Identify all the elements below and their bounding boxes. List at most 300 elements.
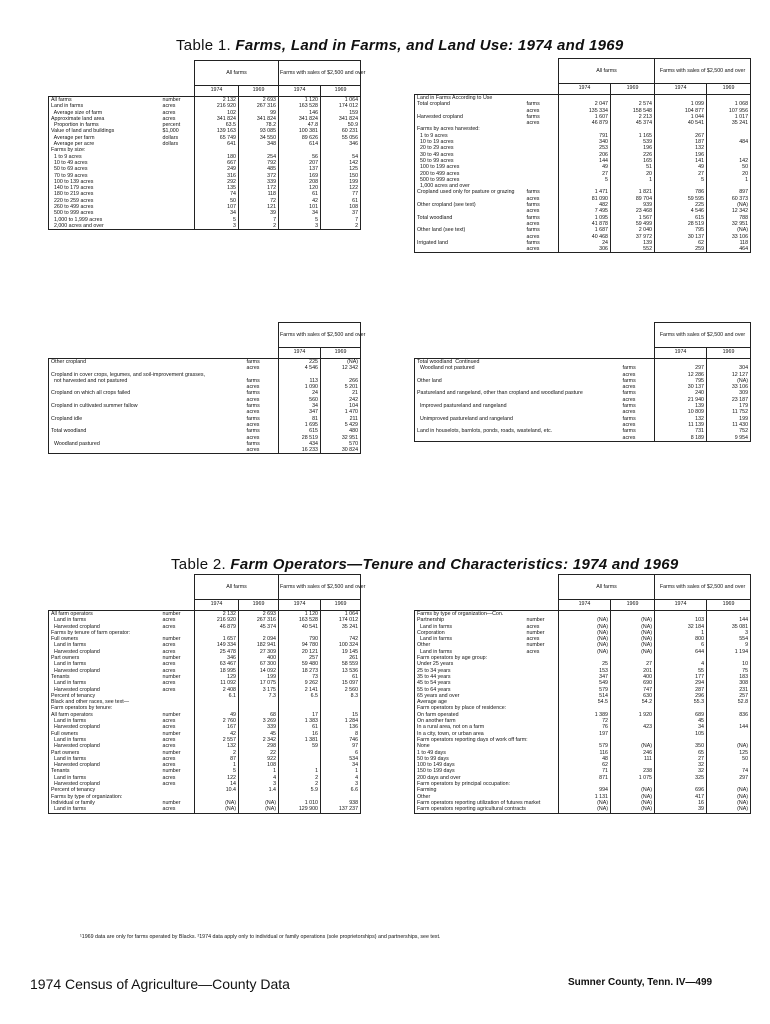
row-label: Black and other races, see text— [51, 699, 130, 706]
row-unit: number [162, 636, 181, 643]
table-cell: 211 [321, 416, 361, 422]
row-label: Farm operators by tenure: [51, 705, 113, 712]
row-label: Land in farms [51, 680, 87, 687]
table-cell: 2 693 [239, 611, 279, 618]
row-label: Land in farms [51, 718, 87, 725]
table-cell: 1 920 [611, 712, 655, 718]
row-unit: farms [246, 440, 260, 447]
row-unit: acres [246, 447, 260, 454]
row-label: Average size of farm [51, 109, 103, 116]
table-cell: 2 [279, 775, 321, 781]
row-unit: acres [162, 743, 176, 750]
table-cell: 790 [279, 636, 321, 642]
table-cell: (NA) [559, 642, 611, 648]
table-cell: 579 [559, 687, 611, 693]
row-unit: farms [246, 390, 260, 397]
table-cell: 2 557 [195, 737, 239, 743]
row-label: Land in houselots, barnlots, ponds, roads, wasteland, etc. [417, 428, 553, 435]
row-label: 200 to 499 acres [417, 170, 460, 177]
row-label: On farm operated [417, 711, 459, 718]
table-cell: 32 [655, 762, 707, 768]
table-cell: (NA) [611, 794, 655, 800]
table-row [49, 97, 361, 104]
table-cell: 287 [655, 687, 707, 693]
row-unit: farms [526, 113, 540, 120]
table-cell: 12 286 [655, 372, 707, 378]
table-cell: 1 095 [559, 215, 611, 221]
year-1974-header: 1974 [655, 600, 707, 611]
row-unit: percent [162, 122, 181, 129]
table-cell: 434 [279, 441, 321, 447]
table-cell: (NA) [707, 743, 751, 749]
table-cell: 11 752 [707, 409, 751, 415]
table-cell: 480 [321, 428, 361, 434]
table-cell: 35 241 [321, 624, 361, 630]
table-cell: 7.3 [239, 693, 279, 699]
table-cell: 47.8 [279, 122, 321, 128]
row-unit: farms [246, 403, 260, 410]
table-cell: 122 [321, 185, 361, 191]
table-cell: 570 [321, 441, 361, 447]
table-cell: 144 [707, 617, 751, 623]
table-cell: 87 [195, 756, 239, 762]
row-label: Percent of tenancy [51, 692, 96, 699]
table-cell: 348 [239, 141, 279, 147]
table-cell: 254 [239, 154, 279, 160]
table-cell: 41 878 [559, 221, 611, 227]
table-cell: 7 [239, 217, 279, 223]
table1-right [414, 58, 751, 253]
table-cell: 24 [279, 390, 321, 396]
row-label: Other land [417, 377, 442, 384]
row-unit: farms [246, 428, 260, 435]
table-cell: 15 [321, 712, 361, 718]
year-1969-header: 1969 [611, 84, 655, 95]
sales-header: Farms with sales of $2,500 and over [279, 61, 361, 86]
row-label: Total woodland Continued [417, 359, 480, 365]
table-cell: 641 [195, 141, 239, 147]
table-cell: 60 231 [321, 128, 361, 134]
table-cell: 45 374 [239, 624, 279, 630]
row-unit: acres [162, 109, 176, 116]
table-cell: 1 068 [707, 101, 751, 107]
row-label: 260 to 499 acres [51, 204, 94, 211]
table-cell: 68 [239, 712, 279, 718]
table-cell: 12 342 [707, 208, 751, 214]
table-cell: 897 [707, 189, 751, 195]
table-cell: 1 821 [611, 189, 655, 195]
table-cell: (NA) [321, 359, 361, 366]
table-cell: 267 [655, 133, 707, 139]
row-label: Proportion in farms [51, 122, 99, 129]
table-cell: 5 201 [321, 384, 361, 390]
table-cell: 34 [655, 724, 707, 730]
table-cell: 179 [707, 403, 751, 409]
table-cell: 400 [239, 655, 279, 661]
table-row [49, 806, 361, 813]
table-cell: (NA) [707, 800, 751, 806]
table-row [415, 390, 751, 396]
row-unit [525, 611, 559, 618]
table-cell: 226 [611, 152, 655, 158]
table-cell: 55.3 [655, 699, 707, 705]
table-cell: 196 [655, 152, 707, 158]
table-cell: 1 131 [559, 794, 611, 800]
row-unit: number [162, 768, 181, 775]
table-cell: 30 137 [655, 234, 707, 240]
table-cell: 48 [559, 756, 611, 762]
row-label: Tenants [51, 673, 70, 680]
table-cell [707, 95, 751, 102]
table-cell: 1 284 [321, 718, 361, 724]
table-cell: 6.6 [321, 787, 361, 793]
table-cell [611, 611, 655, 618]
row-label: Land in farms [51, 661, 87, 668]
year-1969-header: 1969 [321, 86, 361, 97]
table-cell: 10 [707, 661, 751, 667]
table-row [415, 435, 751, 442]
table-cell: 135 334 [559, 108, 611, 114]
table-cell: 180 [195, 154, 239, 160]
table-cell: 296 [655, 693, 707, 699]
table-cell: 183 [707, 674, 751, 680]
table-cell: 1 165 [611, 133, 655, 139]
row-unit: acres [162, 724, 176, 731]
row-label: Tenants [51, 768, 70, 775]
row-label: 65 years and over [417, 692, 460, 699]
row-label: Average per acre [51, 141, 95, 148]
table-cell: 257 [279, 655, 321, 661]
table-cell: 77 [321, 191, 361, 197]
table-cell: 89 704 [611, 196, 655, 202]
row-unit: acres [162, 617, 176, 624]
table-cell: 208 [279, 179, 321, 185]
row-label: Harvested cropland [51, 743, 100, 750]
row-unit: acres [162, 718, 176, 725]
table-cell: 2 [321, 223, 361, 230]
row-unit: number [162, 97, 181, 103]
table-cell: 259 [655, 246, 707, 253]
row-unit: $1,000 [162, 128, 179, 135]
table-cell: 1 567 [611, 215, 655, 221]
table-cell: 72 [559, 718, 611, 724]
table-cell: 120 [279, 185, 321, 191]
table-cell: 58 559 [321, 661, 361, 667]
row-unit: acres [526, 246, 540, 253]
table-cell: 341 824 [321, 116, 361, 122]
table-cell: 67 300 [239, 661, 279, 667]
table-cell: 199 [707, 416, 751, 422]
table-cell: (NA) [707, 378, 751, 384]
row-label: Farms by acres harvested: [417, 126, 480, 133]
row-unit: acres [526, 636, 540, 643]
table-cell: 1 657 [195, 636, 239, 642]
table-cell: 298 [239, 743, 279, 749]
table-cell: 423 [611, 724, 655, 730]
table-cell: 3 [279, 223, 321, 230]
table-row [49, 359, 361, 366]
row-label: All farms [51, 97, 72, 103]
table-cell: 308 [707, 680, 751, 686]
row-unit: acres [526, 195, 540, 202]
row-label: 1,000 acres and over [417, 183, 470, 190]
all-farms-header: All farms [559, 575, 655, 600]
table-cell: 146 [279, 110, 321, 116]
table-cell: 144 [559, 158, 611, 164]
table-cell: 49 [559, 164, 611, 170]
table-cell: 3 269 [239, 718, 279, 724]
row-label: Farms by size: [51, 147, 86, 154]
table-cell: 137 237 [321, 806, 361, 813]
row-label: 35 to 44 years [417, 673, 451, 680]
row-unit: acres [162, 661, 176, 668]
table-cell: 267 316 [239, 617, 279, 623]
row-unit: acres [622, 371, 636, 378]
row-unit: acres [246, 409, 260, 416]
table-cell: (NA) [559, 630, 611, 636]
table-cell: (NA) [559, 636, 611, 642]
table-cell: 101 [279, 204, 321, 210]
row-label: 50 to 99 acres [417, 157, 454, 164]
table-cell: 246 [611, 750, 655, 756]
table-cell: 11 092 [195, 680, 239, 686]
table-cell: 1 381 [279, 737, 321, 743]
row-label: Land in Farms According to Use [417, 95, 493, 101]
table-cell [707, 611, 751, 618]
sales-header: Farms with sales of $2,500 and over [655, 575, 751, 600]
table-cell: 485 [239, 166, 279, 172]
table-cell: (NA) [611, 630, 655, 636]
table-cell: (NA) [611, 617, 655, 623]
table-cell: 1 099 [655, 101, 707, 107]
sales-header: Farms with sales of $2,500 and over [279, 323, 361, 348]
row-label: 150 to 199 days [417, 768, 455, 775]
year-1969-header: 1969 [707, 600, 751, 611]
table-cell: 40 468 [559, 234, 611, 240]
page-location: Sumner County, Tenn. IV—499 [568, 977, 713, 988]
table-cell: 42 [279, 198, 321, 204]
table-cell: 752 [707, 428, 751, 434]
row-label: Unimproved pastureland and rangeland [417, 415, 513, 422]
table-cell: 644 [655, 649, 707, 655]
table-cell [655, 611, 707, 618]
table-cell: 27 [655, 171, 707, 177]
table-cell: 150 [321, 173, 361, 179]
table-cell [611, 95, 655, 102]
table-cell: 294 [655, 680, 707, 686]
table-cell: 2 141 [279, 687, 321, 693]
row-label: Cropland idle [51, 415, 83, 422]
row-label: 20 to 29 acres [417, 145, 454, 152]
table-cell: 579 [559, 743, 611, 749]
table-cell: 1 075 [611, 775, 655, 781]
table-cell: 11 139 [655, 422, 707, 428]
row-label: Cropland on which all crops failed [51, 390, 131, 397]
row-label: Land in farms [417, 623, 453, 630]
row-unit: farms [622, 428, 636, 435]
row-label: Individual or family [51, 799, 95, 806]
row-label: All farm operators [51, 611, 93, 617]
table-cell: (NA) [559, 617, 611, 623]
row-unit: acres [162, 774, 176, 781]
row-label: In a city, town, or urban area [417, 730, 484, 737]
row-unit: acres [162, 103, 176, 110]
table-cell: 65 [655, 750, 707, 756]
row-label [415, 435, 621, 442]
row-unit: acres [162, 667, 176, 674]
table-cell: 62 [559, 762, 611, 768]
table-cell: (NA) [611, 624, 655, 630]
table-cell: 742 [321, 636, 361, 642]
table-cell: 108 [239, 762, 279, 768]
table2-left [48, 574, 366, 814]
table-cell: 54.5 [559, 699, 611, 705]
table-cell: 2 040 [611, 227, 655, 233]
row-unit: farms [526, 227, 540, 234]
table-cell: 1 010 [279, 800, 321, 806]
table-cell: 297 [707, 775, 751, 781]
row-unit: farms [622, 403, 636, 410]
table-cell: 261 [321, 655, 361, 661]
table-cell: 62 [655, 240, 707, 246]
table-cell: 340 [559, 139, 611, 145]
table-cell: 46 879 [195, 624, 239, 630]
table-cell: 871 [559, 775, 611, 781]
row-label: Harvested cropland [51, 686, 100, 693]
table-row [49, 611, 361, 618]
table-cell: 2 [195, 750, 239, 756]
table-cell: 2 [279, 781, 321, 787]
row-unit: acres [526, 648, 540, 655]
table-cell: 257 [707, 693, 751, 699]
table-cell: 6.1 [195, 693, 239, 699]
table2-right [414, 574, 751, 814]
table-cell: 104 877 [655, 108, 707, 114]
table-cell: 14 [195, 781, 239, 787]
table-row [415, 611, 751, 618]
table-cell: 225 [279, 359, 321, 366]
year-1969-header: 1969 [239, 600, 279, 611]
row-label [49, 447, 245, 454]
row-unit [161, 223, 195, 230]
row-unit: number [162, 730, 181, 737]
table-cell: (NA) [195, 806, 239, 813]
table-cell: 795 [655, 378, 707, 384]
table-cell: 2 760 [195, 718, 239, 724]
table-cell: 55 056 [321, 135, 361, 141]
table-cell: 3 [707, 630, 751, 636]
table-cell: 61 [279, 191, 321, 197]
table-cell: 417 [655, 794, 707, 800]
table-cell: 5 429 [321, 422, 361, 428]
row-unit: acres [246, 421, 260, 428]
year-1969-header: 1969 [707, 348, 751, 359]
table-cell: 34 [279, 210, 321, 216]
table-cell: 1 064 [321, 97, 361, 104]
table-cell: (NA) [239, 800, 279, 806]
table-cell: 1 [195, 762, 239, 768]
table-cell: 139 [611, 240, 655, 246]
table-cell: 32 951 [707, 221, 751, 227]
table-cell: 800 [655, 636, 707, 642]
row-label: None [417, 743, 430, 750]
row-unit: acres [622, 409, 636, 416]
table-cell: 534 [321, 756, 361, 762]
table-cell: 89 626 [279, 135, 321, 141]
table-cell: (NA) [611, 787, 655, 793]
table-cell: 5.9 [279, 787, 321, 793]
table-cell: 30 137 [655, 384, 707, 390]
row-label: Harvested cropland [51, 648, 100, 655]
table-cell: 27 [611, 661, 655, 667]
year-1974-header: 1974 [655, 84, 707, 95]
row-label: 200 days and over [417, 774, 461, 781]
table-cell: 60 373 [707, 196, 751, 202]
table-cell: 23 187 [707, 397, 751, 403]
table-cell: 142 [321, 160, 361, 166]
table-cell: 61 [279, 724, 321, 730]
table-cell: 6 [321, 750, 361, 756]
row-unit: number [526, 629, 545, 636]
row-unit: acres [162, 623, 176, 630]
table-cell: 464 [707, 246, 751, 253]
table-cell: 65 749 [195, 135, 239, 141]
row-label: 1 to 9 acres [51, 153, 82, 160]
row-label: Land in farms [51, 806, 87, 813]
table-cell: 747 [611, 687, 655, 693]
table-cell: 118 [707, 240, 751, 246]
table-cell: 792 [239, 160, 279, 166]
row-label: Farms by tenure of farm operator: [51, 629, 131, 636]
table2-title [171, 556, 679, 573]
year-1969-header: 1969 [611, 600, 655, 611]
row-label: 10 to 19 acres [417, 139, 454, 146]
row-unit: acres [162, 680, 176, 687]
table-cell: (NA) [559, 649, 611, 655]
row-label: Corporation [417, 629, 445, 636]
table-cell: 347 [279, 409, 321, 415]
row-unit: farms [526, 239, 540, 246]
sales-header: Farms with sales of $2,500 and over [655, 323, 751, 348]
year-1974-header: 1974 [279, 348, 321, 359]
row-unit: number [162, 673, 181, 680]
all-farms-header: All farms [559, 59, 655, 84]
table-cell: 560 [279, 397, 321, 403]
table-row [49, 223, 361, 230]
row-label: Harvested cropland [51, 724, 100, 731]
table-cell: 2 132 [195, 611, 239, 618]
table-cell: 1 [279, 768, 321, 774]
table-cell: 33 106 [707, 384, 751, 390]
table2-number: Table 2. [171, 556, 226, 573]
table-cell: 3 175 [239, 687, 279, 693]
table-cell: 5 [195, 768, 239, 774]
table-cell: 129 [195, 674, 239, 680]
table-cell: 13 536 [321, 668, 361, 674]
table-cell: 73 [279, 674, 321, 680]
table-cell: 18 995 [195, 668, 239, 674]
row-unit: farms [526, 214, 540, 221]
year-1974-header: 1974 [195, 86, 239, 97]
table-cell: 45 [655, 718, 707, 724]
table-cell: 111 [611, 756, 655, 762]
table-cell: (NA) [239, 806, 279, 813]
table-cell: 59 [279, 743, 321, 749]
table-cell: 50 [195, 198, 239, 204]
row-label: Other land (see text) [417, 227, 466, 234]
table-cell: 242 [321, 397, 361, 403]
row-unit: dollars [162, 134, 179, 141]
